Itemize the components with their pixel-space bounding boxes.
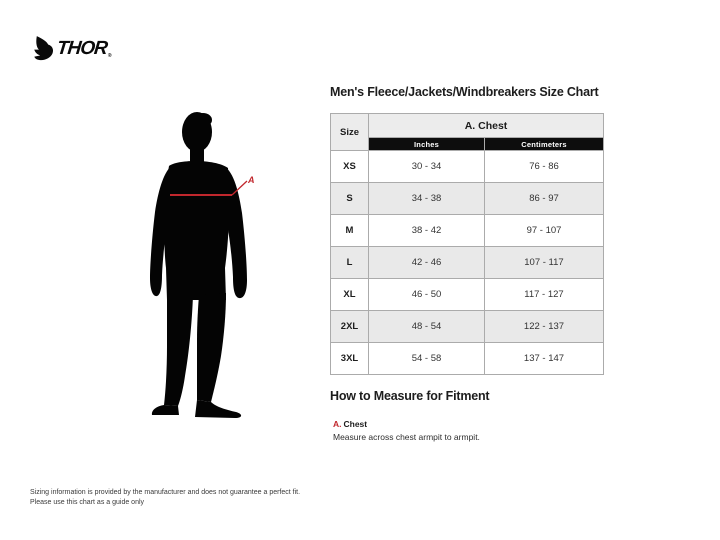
cm-cell: 117 - 127 (485, 279, 604, 311)
cm-cell: 137 - 147 (485, 343, 604, 375)
size-cell: S (331, 183, 369, 215)
table-row (331, 151, 604, 183)
measure-key-a (333, 419, 610, 429)
table-row (331, 247, 604, 279)
thor-helmet-icon (33, 36, 54, 61)
inches-cell: 54 - 58 (369, 343, 485, 375)
table-row (331, 183, 604, 215)
cm-cell: 122 - 137 (485, 311, 604, 343)
col-header-chest: A. Chest (369, 114, 604, 138)
cm-cell: 107 - 117 (485, 247, 604, 279)
brand-name: THOR (55, 38, 108, 59)
cm-cell: 97 - 107 (485, 215, 604, 247)
inches-cell: 30 - 34 (369, 151, 485, 183)
measure-key-letter: A. (333, 419, 342, 429)
table-row (331, 279, 604, 311)
size-cell: 3XL (331, 343, 369, 375)
inches-cell: 42 - 46 (369, 247, 485, 279)
how-to-heading: How to Measure for Fitment (330, 389, 490, 403)
disclaimer-text (30, 488, 350, 508)
disclaimer-line-2: Please use this chart as a guide only (30, 499, 145, 507)
measure-description: Measure across chest armpit to armpit. (333, 432, 480, 442)
cm-cell: 76 - 86 (485, 151, 604, 183)
measure-key-name: Chest (343, 419, 368, 429)
size-chart-table (330, 113, 604, 375)
size-chart-title: Men's Fleece/Jackets/Windbreakers Size Chart (330, 85, 599, 99)
table-row (331, 215, 604, 247)
size-cell: M (331, 215, 369, 247)
body-silhouette (140, 108, 265, 423)
chest-measurement-label: A (248, 175, 255, 185)
silhouette-torso (164, 161, 229, 300)
silhouette-left-leg (164, 293, 193, 406)
inches-cell: 46 - 50 (369, 279, 485, 311)
inches-cell: 38 - 42 (369, 215, 485, 247)
inches-cell: 34 - 38 (369, 183, 485, 215)
table-row (331, 343, 604, 375)
col-header-inches: Inches (369, 138, 485, 151)
col-header-size: Size (331, 114, 369, 151)
size-cell: XS (331, 151, 369, 183)
size-cell: XL (331, 279, 369, 311)
disclaimer-line-1: Sizing information is provided by the manufacturer and does not guarantee a perfect fit. (30, 489, 301, 496)
size-cell: L (331, 247, 369, 279)
cm-cell: 86 - 97 (485, 183, 604, 215)
col-header-centimeters: Centimeters (485, 138, 604, 151)
table-row (331, 311, 604, 343)
how-to-measure-section (330, 389, 610, 442)
inches-cell: 48 - 54 (369, 311, 485, 343)
registered-trademark-icon: ® (107, 53, 112, 59)
brand-logo (33, 36, 112, 61)
silhouette-right-leg (197, 293, 226, 402)
size-cell: 2XL (331, 311, 369, 343)
